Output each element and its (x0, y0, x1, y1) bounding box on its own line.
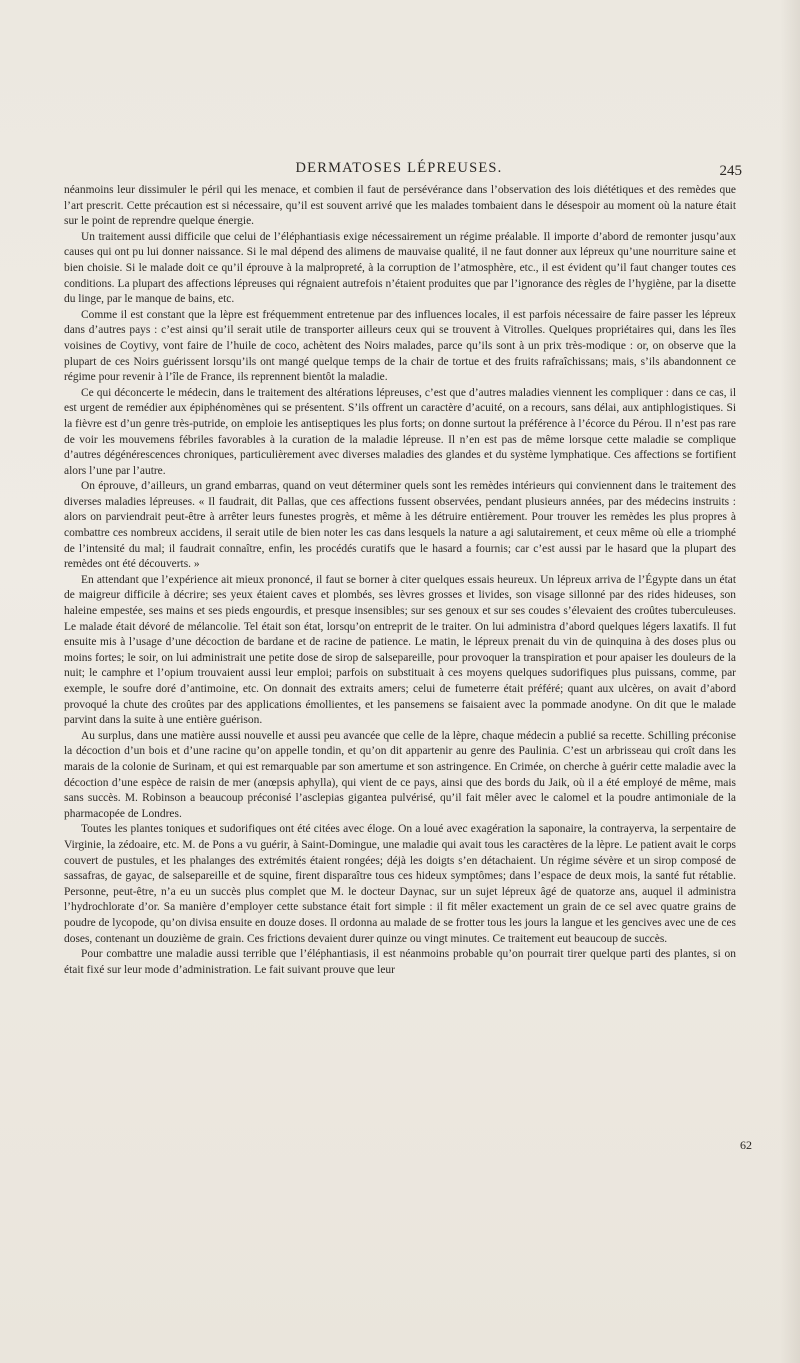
page-number: 245 (719, 163, 742, 179)
paragraph: Au surplus, dans une matière aussi nouvelle et aussi peu avancée que celle de la lèpre, chaque médecin a publié sa recette. Schilling préconise la décoction d’un bois et d’une racine qu’on appelle tondin, et qu’on dit appartenir au genre des Paulinia. C’est un arbrisseau qui croît dans les marais de la colonie de Surinam, et qui est remarquable par son amertume et son astringence. En Crimée, on cherche à guérir cette maladie avec la décoction d’une espèce de raisin de mer (anœpsis aphylla), qui vient de ce pays, ainsi que des bords du Jaik, où il a été employé de même, mais sans succès. M. Robinson a beaucoup préconisé l’asclepias gigantea pulvérisé, qu’il fait mêler avec le calomel et la poudre antimoniale de la pharmacopée de Londres. (64, 729, 736, 820)
paragraph: Ce qui déconcerte le médecin, dans le traitement des altérations lépreuses, c’est que d’autres maladies viennent les compliquer : dans ce cas, il est urgent de remédier aux épiphénomènes qui se présentent. S’ils offrent un caractère d’acuité, on a recours, sans délai, aux antiphlogistiques. Si la fièvre est d’un genre très-putride, on emploie les antiseptiques les plus forts; on donne surtout la préférence à l’écorce du Pérou. Il n’est pas rare de voir les mouvemens fébriles favorables à la curation de la maladie lépreuse. Il n’en est pas de même lorsque cette maladie se complique d’autres dégénérescences chroniques, particulièrement avec diverses maladies des glandes et du système lymphatique. Ces affections se fortifient alors l’une par l’autre. (64, 386, 736, 477)
paragraph: Comme il est constant que la lèpre est fréquemment entretenue par des influences locales, il est parfois nécessaire de faire passer les lépreux dans d’autres pays : c’est ainsi qu’il serait utile de transporter ailleurs ceux qui se trouvent à Vitrolles. Quelques propriétaires qui, dans les îles voisines de Coytivy, vont faire de l’huile de coco, achètent des Noirs malades, parce qu’ils sont à un prix très-modique : or, on observe que la plupart de ces Noirs guérissent lorsqu’ils ont mangé quelque temps de la chair de tortue et des fruits rafraîchissans; mais, s’ils abandonnent ce régime pour revenir à l’île de France, ils reprennent bientôt la maladie. (64, 308, 736, 384)
paragraph: On éprouve, d’ailleurs, un grand embarras, quand on veut déterminer quels sont les remèdes intérieurs qui conviennent dans le traitement des diverses maladies lépreuses. « Il faudrait, dit Pallas, que ces affections fussent observées, pendant plusieurs années, par des médecins instruits : alors on parviendrait peut-être à arrêter leurs funestes progrès, et même à les détruire entièrement. Pour trouver les remèdes les plus propres à combattre ces nombreux accidens, il serait utile de bien noter les cas dans lesquels la nature a agi salutairement, et ceux même où elle a triomphé de l’intensité du mal; il faudrait connaître, enfin, les procédés curatifs que le hasard a fournis; car c’est aussi par le hasard que la plupart des remèdes ont été découverts. » (64, 480, 736, 571)
paragraph: Un traitement aussi difficile que celui de l’éléphantiasis exige nécessairement un régime préalable. Il importe d’abord de remonter jusqu’aux causes qui ont pu lui donner naissance. Si le mal dépend des alimens de mauvaise qualité, il ne faut donner aux lépreux qu’une nourriture saine et bien choisie. Si le malade doit ce qu’il éprouve à la malpropreté, à la corruption de l’atmosphère, etc., il est évident qu’il faut changer toutes ces conditions. La plupart des affections lépreuses qui régnaient autrefois n’étaient produites que par l’ignorance des règles de l’hygiène, par la disette du linge, par le manque de bains, etc. (64, 230, 736, 306)
paragraph: Toutes les plantes toniques et sudorifiques ont été citées avec éloge. On a loué avec exagération la saponaire, la contrayerva, la serpentaire de Virginie, la zédoaire, etc. M. de Pons a vu guérir, à Saint-Domingue, une maladie qui avait tous les caractères de la lèpre. Le patient avait le corps couvert de pustules, et les phalanges des extrémités étaient rongées; déjà les doigts s’en détachaient. Un régime sévère et un sirop composé de sassafras, de gayac, de salsepareille et de squine, firent disparaître tous ces hideux symptômes; dans l’espace de deux mois, la santé fut rétablie. Personne, peut-être, n’a eu un succès plus complet que M. le docteur Daynac, sur un sujet lépreux âgé de quatorze ans, auquel il administra l’hydrochlorate d’or. Sa manière d’employer cette substance était fort simple : il fit mêler exactement un grain de ce sel avec quatre grains de poudre de lycopode, qu’on divisa ensuite en douze doses. Il ordonna au malade de se frotter tous les jours la langue et les gencives avec une de ces doses, contenant un douzième de grain. Ces frictions devaient durer quinze ou vingt minutes. Ce traitement eut beaucoup de succès. (64, 823, 736, 945)
page-edge-shadow (780, 0, 800, 1363)
paragraph: En attendant que l’expérience ait mieux prononcé, il faut se borner à citer quelques essais heureux. Un lépreux arriva de l’Égypte dans un état de maigreur difficile à décrire; ses yeux étaient caves et plombés, ses lèvres grosses et livides, son visage sillonné par des rides hideuses, son haleine empestée, ses mains et ses pieds engourdis, et presque insensibles; sur ses genoux et sur ses coudes s’élevaient des croûtes tuberculeuses. Le malade était dévoré de mélancolie. Tel était son état, lorsqu’on entreprit de le traiter. On lui administra d’abord quelques légers laxatifs. Il fut ensuite mis à l’usage d’une décoction de bardane et de racine de patience. Le matin, le lépreux prenait du vin de quinquina à des doses plus ou moins fortes; le soir, on lui administrait une petite dose de sirop de salsepareille, pour provoquer la transpiration et pour apaiser les douleurs de la nuit; le camphre et l’opium trouvaient aussi leur emploi; parfois on substituait à ces moyens quelques sudorifiques plus puissans, comme, par exemple, le soufre doré d’antimoine, etc. On donnait des extraits amers; celui de fumeterre était préféré; quant aux ulcères, on avait d’abord provoqué la chute des croûtes par des applications émollientes, et les pansemens se faisaient avec la pommade anodyne. On dit que le malade parvint dans la suite à une entière guérison. (64, 573, 736, 727)
signature-mark: 62 (740, 1138, 752, 1152)
body-text (64, 183, 736, 978)
paragraph: néanmoins leur dissimuler le péril qui les menace, et combien il faut de persévérance dans l’observation des lois diététiques et des remèdes que l’art prescrit. Cette précaution est si nécessaire, qu’il est souvent arrivé que les malades tombaient dans le désespoir au moment où la nature était sur le point de reprendre quelque énergie. (64, 184, 736, 228)
running-title: DERMATOSES LÉPREUSES. (295, 160, 503, 176)
paragraph: Pour combattre une maladie aussi terrible que l’éléphantiasis, il est néanmoins probable qu’on pourrait tirer quelque parti des plantes, si on était fixé sur leur mode d’administration. Le fait suivant prouve que leur (64, 948, 736, 976)
page-header (56, 160, 742, 184)
